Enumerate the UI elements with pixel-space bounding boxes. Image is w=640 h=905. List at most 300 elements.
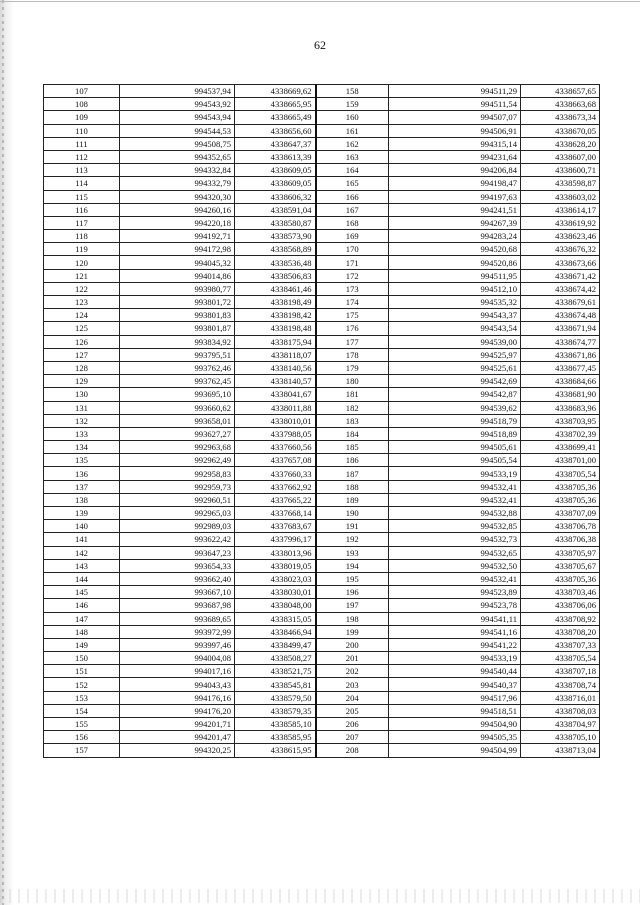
y-coordinate-cell: 4337668,14 — [235, 507, 316, 520]
y-coordinate-cell: 4338676,32 — [521, 243, 600, 256]
table-row — [44, 520, 600, 533]
x-coordinate-cell: 994540,37 — [389, 678, 521, 691]
table-row — [44, 625, 600, 638]
point-number-cell: 155 — [44, 718, 120, 731]
point-number-cell: 136 — [44, 467, 120, 480]
point-number-cell: 148 — [44, 625, 120, 638]
y-coordinate-cell: 4337665,22 — [235, 493, 316, 506]
x-coordinate-cell: 994542,87 — [389, 388, 521, 401]
y-coordinate-cell: 4338663,68 — [521, 98, 600, 111]
x-coordinate-cell: 994192,71 — [120, 230, 235, 243]
y-coordinate-cell: 4338499,47 — [235, 638, 316, 651]
x-coordinate-cell: 994520,68 — [389, 243, 521, 256]
point-number-cell: 142 — [44, 546, 120, 559]
point-number-cell: 149 — [44, 638, 120, 651]
y-coordinate-cell: 4338683,96 — [521, 401, 600, 414]
x-coordinate-cell: 993801,72 — [120, 296, 235, 309]
point-number-cell: 196 — [316, 586, 389, 599]
point-number-cell: 157 — [44, 744, 120, 757]
point-number-cell: 199 — [316, 625, 389, 638]
point-number-cell: 139 — [44, 507, 120, 520]
point-number-cell: 107 — [44, 85, 120, 98]
point-number-cell: 198 — [316, 612, 389, 625]
table-row — [44, 203, 600, 216]
point-number-cell: 114 — [44, 177, 120, 190]
y-coordinate-cell: 4338010,01 — [235, 414, 316, 427]
y-coordinate-cell: 4338708,92 — [521, 612, 600, 625]
table-row — [44, 111, 600, 124]
y-coordinate-cell: 4338665,49 — [235, 111, 316, 124]
y-coordinate-cell: 4338607,00 — [521, 150, 600, 163]
table-row — [44, 414, 600, 427]
point-number-cell: 116 — [44, 203, 120, 216]
y-coordinate-cell: 4338702,39 — [521, 427, 600, 440]
x-coordinate-cell: 993980,77 — [120, 282, 235, 295]
x-coordinate-cell: 993834,92 — [120, 335, 235, 348]
x-coordinate-cell: 994518,89 — [389, 427, 521, 440]
x-coordinate-cell: 994518,51 — [389, 704, 521, 717]
x-coordinate-cell: 994505,54 — [389, 454, 521, 467]
y-coordinate-cell: 4338705,67 — [521, 559, 600, 572]
table-row — [44, 190, 600, 203]
table-row — [44, 731, 600, 744]
table-row — [44, 335, 600, 348]
table-row — [44, 572, 600, 585]
x-coordinate-cell: 994511,29 — [389, 85, 521, 98]
top-edge-rule — [0, 1, 640, 2]
x-coordinate-cell: 994511,95 — [389, 269, 521, 282]
x-coordinate-cell: 994504,99 — [389, 744, 521, 757]
x-coordinate-cell: 993667,10 — [120, 586, 235, 599]
page-number: 62 — [314, 38, 326, 52]
y-coordinate-cell: 4338669,62 — [235, 85, 316, 98]
y-coordinate-cell: 4338603,02 — [521, 190, 600, 203]
x-coordinate-cell: 994525,97 — [389, 348, 521, 361]
point-number-cell: 111 — [44, 137, 120, 150]
point-number-cell: 177 — [316, 335, 389, 348]
x-coordinate-cell: 994267,39 — [389, 216, 521, 229]
point-number-cell: 204 — [316, 691, 389, 704]
x-coordinate-cell: 993687,98 — [120, 599, 235, 612]
x-coordinate-cell: 993972,99 — [120, 625, 235, 638]
y-coordinate-cell: 4338041,67 — [235, 388, 316, 401]
point-number-cell: 182 — [316, 401, 389, 414]
table-row — [44, 375, 600, 388]
y-coordinate-cell: 4338585,95 — [235, 731, 316, 744]
x-coordinate-cell: 993795,51 — [120, 348, 235, 361]
table-row — [44, 401, 600, 414]
y-coordinate-cell: 4338681,90 — [521, 388, 600, 401]
point-number-cell: 140 — [44, 520, 120, 533]
y-coordinate-cell: 4338606,32 — [235, 190, 316, 203]
x-coordinate-cell: 992959,73 — [120, 480, 235, 493]
y-coordinate-cell: 4338705,36 — [521, 572, 600, 585]
y-coordinate-cell: 4337996,17 — [235, 533, 316, 546]
table-row — [44, 137, 600, 150]
y-coordinate-cell: 4338707,33 — [521, 638, 600, 651]
y-coordinate-cell: 4338670,05 — [521, 124, 600, 137]
x-coordinate-cell: 993622,42 — [120, 533, 235, 546]
x-coordinate-cell: 992960,51 — [120, 493, 235, 506]
point-number-cell: 145 — [44, 586, 120, 599]
y-coordinate-cell: 4338609,05 — [235, 177, 316, 190]
point-number-cell: 205 — [316, 704, 389, 717]
y-coordinate-cell: 4338674,48 — [521, 309, 600, 322]
y-coordinate-cell: 4338705,10 — [521, 731, 600, 744]
x-coordinate-cell: 994541,11 — [389, 612, 521, 625]
point-number-cell: 123 — [44, 296, 120, 309]
y-coordinate-cell: 4338705,54 — [521, 652, 600, 665]
point-number-cell: 172 — [316, 269, 389, 282]
y-coordinate-cell: 4338665,95 — [235, 98, 316, 111]
x-coordinate-cell: 994283,24 — [389, 230, 521, 243]
table-row — [44, 441, 600, 454]
point-number-cell: 191 — [316, 520, 389, 533]
x-coordinate-cell: 994260,16 — [120, 203, 235, 216]
y-coordinate-cell: 4338705,36 — [521, 493, 600, 506]
x-coordinate-cell: 994541,16 — [389, 625, 521, 638]
coordinates-table — [43, 84, 600, 758]
y-coordinate-cell: 4338673,66 — [521, 256, 600, 269]
y-coordinate-cell: 4338674,42 — [521, 282, 600, 295]
table-row — [44, 243, 600, 256]
y-coordinate-cell: 4338198,42 — [235, 309, 316, 322]
x-coordinate-cell: 994332,79 — [120, 177, 235, 190]
y-coordinate-cell: 4338118,07 — [235, 348, 316, 361]
point-number-cell: 181 — [316, 388, 389, 401]
y-coordinate-cell: 4338671,86 — [521, 348, 600, 361]
point-number-cell: 158 — [316, 85, 389, 98]
point-number-cell: 120 — [44, 256, 120, 269]
y-coordinate-cell: 4338707,09 — [521, 507, 600, 520]
y-coordinate-cell: 4338706,78 — [521, 520, 600, 533]
point-number-cell: 187 — [316, 467, 389, 480]
point-number-cell: 180 — [316, 375, 389, 388]
x-coordinate-cell: 994505,35 — [389, 731, 521, 744]
point-number-cell: 133 — [44, 427, 120, 440]
y-coordinate-cell: 4338647,37 — [235, 137, 316, 150]
point-number-cell: 189 — [316, 493, 389, 506]
point-number-cell: 200 — [316, 638, 389, 651]
point-number-cell: 144 — [44, 572, 120, 585]
y-coordinate-cell: 4337660,33 — [235, 467, 316, 480]
point-number-cell: 126 — [44, 335, 120, 348]
table-row — [44, 691, 600, 704]
y-coordinate-cell: 4338615,95 — [235, 744, 316, 757]
y-coordinate-cell: 4338585,10 — [235, 718, 316, 731]
table-row — [44, 256, 600, 269]
scan-bottom-noise — [0, 889, 640, 903]
point-number-cell: 197 — [316, 599, 389, 612]
x-coordinate-cell: 994352,65 — [120, 150, 235, 163]
table-row — [44, 269, 600, 282]
x-coordinate-cell: 994506,91 — [389, 124, 521, 137]
x-coordinate-cell: 994198,47 — [389, 177, 521, 190]
point-number-cell: 147 — [44, 612, 120, 625]
table-row — [44, 348, 600, 361]
point-number-cell: 175 — [316, 309, 389, 322]
x-coordinate-cell: 992989,03 — [120, 520, 235, 533]
point-number-cell: 192 — [316, 533, 389, 546]
x-coordinate-cell: 994014,86 — [120, 269, 235, 282]
point-number-cell: 179 — [316, 361, 389, 374]
y-coordinate-cell: 4338706,06 — [521, 599, 600, 612]
y-coordinate-cell: 4338506,83 — [235, 269, 316, 282]
point-number-cell: 173 — [316, 282, 389, 295]
point-number-cell: 125 — [44, 322, 120, 335]
y-coordinate-cell: 4338671,94 — [521, 322, 600, 335]
point-number-cell: 113 — [44, 164, 120, 177]
x-coordinate-cell: 993658,01 — [120, 414, 235, 427]
point-number-cell: 174 — [316, 296, 389, 309]
y-coordinate-cell: 4338573,90 — [235, 230, 316, 243]
y-coordinate-cell: 4338609,05 — [235, 164, 316, 177]
table-row — [44, 296, 600, 309]
x-coordinate-cell: 994520,86 — [389, 256, 521, 269]
x-coordinate-cell: 993762,45 — [120, 375, 235, 388]
y-coordinate-cell: 4338684,66 — [521, 375, 600, 388]
table-row — [44, 612, 600, 625]
point-number-cell: 202 — [316, 665, 389, 678]
table-row — [44, 164, 600, 177]
y-coordinate-cell: 4337683,67 — [235, 520, 316, 533]
x-coordinate-cell: 994543,92 — [120, 98, 235, 111]
y-coordinate-cell: 4338013,96 — [235, 546, 316, 559]
point-number-cell: 178 — [316, 348, 389, 361]
x-coordinate-cell: 994043,43 — [120, 678, 235, 691]
x-coordinate-cell: 994533,19 — [389, 467, 521, 480]
point-number-cell: 112 — [44, 150, 120, 163]
table-row — [44, 216, 600, 229]
x-coordinate-cell: 994537,94 — [120, 85, 235, 98]
x-coordinate-cell: 994206,84 — [389, 164, 521, 177]
table-row — [44, 718, 600, 731]
y-coordinate-cell: 4338019,05 — [235, 559, 316, 572]
point-number-cell: 208 — [316, 744, 389, 757]
x-coordinate-cell: 994512,10 — [389, 282, 521, 295]
x-coordinate-cell: 993801,87 — [120, 322, 235, 335]
point-number-cell: 176 — [316, 322, 389, 335]
table-row — [44, 665, 600, 678]
x-coordinate-cell: 994176,16 — [120, 691, 235, 704]
table-row — [44, 533, 600, 546]
y-coordinate-cell: 4338705,97 — [521, 546, 600, 559]
table-row — [44, 493, 600, 506]
point-number-cell: 184 — [316, 427, 389, 440]
point-number-cell: 203 — [316, 678, 389, 691]
y-coordinate-cell: 4338315,05 — [235, 612, 316, 625]
point-number-cell: 118 — [44, 230, 120, 243]
point-number-cell: 190 — [316, 507, 389, 520]
y-coordinate-cell: 4338657,65 — [521, 85, 600, 98]
x-coordinate-cell: 994532,41 — [389, 480, 521, 493]
x-coordinate-cell: 994231,64 — [389, 150, 521, 163]
scan-edge-shadow — [0, 0, 14, 905]
point-number-cell: 206 — [316, 718, 389, 731]
table-row — [44, 559, 600, 572]
y-coordinate-cell: 4338705,36 — [521, 480, 600, 493]
y-coordinate-cell: 4338600,71 — [521, 164, 600, 177]
x-coordinate-cell: 994532,65 — [389, 546, 521, 559]
x-coordinate-cell: 994518,79 — [389, 414, 521, 427]
table-row — [44, 388, 600, 401]
point-number-cell: 141 — [44, 533, 120, 546]
x-coordinate-cell: 994197,63 — [389, 190, 521, 203]
y-coordinate-cell: 4338628,20 — [521, 137, 600, 150]
y-coordinate-cell: 4338623,46 — [521, 230, 600, 243]
x-coordinate-cell: 994539,00 — [389, 335, 521, 348]
point-number-cell: 186 — [316, 454, 389, 467]
x-coordinate-cell: 993627,27 — [120, 427, 235, 440]
point-number-cell: 127 — [44, 348, 120, 361]
y-coordinate-cell: 4338591,04 — [235, 203, 316, 216]
x-coordinate-cell: 994504,90 — [389, 718, 521, 731]
y-coordinate-cell: 4338704,97 — [521, 718, 600, 731]
table-row — [44, 98, 600, 111]
x-coordinate-cell: 994017,16 — [120, 665, 235, 678]
x-coordinate-cell: 994525,61 — [389, 361, 521, 374]
table-row — [44, 427, 600, 440]
y-coordinate-cell: 4337662,92 — [235, 480, 316, 493]
point-number-cell: 167 — [316, 203, 389, 216]
point-number-cell: 188 — [316, 480, 389, 493]
point-number-cell: 110 — [44, 124, 120, 137]
x-coordinate-cell: 994045,32 — [120, 256, 235, 269]
point-number-cell: 183 — [316, 414, 389, 427]
x-coordinate-cell: 994315,14 — [389, 137, 521, 150]
table-row — [44, 85, 600, 98]
y-coordinate-cell: 4338030,01 — [235, 586, 316, 599]
y-coordinate-cell: 4338619,92 — [521, 216, 600, 229]
y-coordinate-cell: 4338466,94 — [235, 625, 316, 638]
x-coordinate-cell: 993647,23 — [120, 546, 235, 559]
x-coordinate-cell: 994544,53 — [120, 124, 235, 137]
x-coordinate-cell: 994535,32 — [389, 296, 521, 309]
y-coordinate-cell: 4338674,77 — [521, 335, 600, 348]
table-row — [44, 652, 600, 665]
point-number-cell: 143 — [44, 559, 120, 572]
point-number-cell: 135 — [44, 454, 120, 467]
table-row — [44, 586, 600, 599]
y-coordinate-cell: 4338023,03 — [235, 572, 316, 585]
y-coordinate-cell: 4338521,75 — [235, 665, 316, 678]
x-coordinate-cell: 994004,08 — [120, 652, 235, 665]
x-coordinate-cell: 993654,33 — [120, 559, 235, 572]
y-coordinate-cell: 4337660,56 — [235, 441, 316, 454]
point-number-cell: 160 — [316, 111, 389, 124]
point-number-cell: 131 — [44, 401, 120, 414]
table-row — [44, 467, 600, 480]
point-number-cell: 108 — [44, 98, 120, 111]
x-coordinate-cell: 994320,30 — [120, 190, 235, 203]
x-coordinate-cell: 994320,25 — [120, 744, 235, 757]
point-number-cell: 185 — [316, 441, 389, 454]
point-number-cell: 168 — [316, 216, 389, 229]
y-coordinate-cell: 4338536,48 — [235, 256, 316, 269]
table-row — [44, 480, 600, 493]
y-coordinate-cell: 4338613,39 — [235, 150, 316, 163]
y-coordinate-cell: 4338707,18 — [521, 665, 600, 678]
x-coordinate-cell: 993662,40 — [120, 572, 235, 585]
y-coordinate-cell: 4337988,05 — [235, 427, 316, 440]
point-number-cell: 138 — [44, 493, 120, 506]
x-coordinate-cell: 994533,19 — [389, 652, 521, 665]
point-number-cell: 207 — [316, 731, 389, 744]
table-row — [44, 282, 600, 295]
table-row — [44, 361, 600, 374]
x-coordinate-cell: 994523,89 — [389, 586, 521, 599]
point-number-cell: 146 — [44, 599, 120, 612]
y-coordinate-cell: 4338656,60 — [235, 124, 316, 137]
table-row — [44, 454, 600, 467]
x-coordinate-cell: 994532,50 — [389, 559, 521, 572]
y-coordinate-cell: 4338175,94 — [235, 335, 316, 348]
table-row — [44, 599, 600, 612]
y-coordinate-cell: 4338699,41 — [521, 441, 600, 454]
x-coordinate-cell: 994201,47 — [120, 731, 235, 744]
point-number-cell: 169 — [316, 230, 389, 243]
y-coordinate-cell: 4338140,56 — [235, 361, 316, 374]
x-coordinate-cell: 993660,62 — [120, 401, 235, 414]
point-number-cell: 109 — [44, 111, 120, 124]
point-number-cell: 128 — [44, 361, 120, 374]
x-coordinate-cell: 993801,83 — [120, 309, 235, 322]
y-coordinate-cell: 4338706,38 — [521, 533, 600, 546]
y-coordinate-cell: 4338673,34 — [521, 111, 600, 124]
table-row — [44, 678, 600, 691]
y-coordinate-cell: 4338713,04 — [521, 744, 600, 757]
y-coordinate-cell: 4338701,00 — [521, 454, 600, 467]
point-number-cell: 152 — [44, 678, 120, 691]
x-coordinate-cell: 993997,46 — [120, 638, 235, 651]
point-number-cell: 159 — [316, 98, 389, 111]
y-coordinate-cell: 4338705,54 — [521, 467, 600, 480]
point-number-cell: 154 — [44, 704, 120, 717]
point-number-cell: 161 — [316, 124, 389, 137]
point-number-cell: 130 — [44, 388, 120, 401]
x-coordinate-cell: 994532,85 — [389, 520, 521, 533]
point-number-cell: 194 — [316, 559, 389, 572]
y-coordinate-cell: 4338461,46 — [235, 282, 316, 295]
x-coordinate-cell: 994532,41 — [389, 572, 521, 585]
x-coordinate-cell: 992963,68 — [120, 441, 235, 454]
x-coordinate-cell: 992965,03 — [120, 507, 235, 520]
point-number-cell: 165 — [316, 177, 389, 190]
point-number-cell: 162 — [316, 137, 389, 150]
y-coordinate-cell: 4338508,27 — [235, 652, 316, 665]
coordinates-table-body — [44, 85, 600, 758]
table-row — [44, 309, 600, 322]
point-number-cell: 164 — [316, 164, 389, 177]
point-number-cell: 151 — [44, 665, 120, 678]
point-number-cell: 170 — [316, 243, 389, 256]
point-number-cell: 122 — [44, 282, 120, 295]
x-coordinate-cell: 994539,62 — [389, 401, 521, 414]
point-number-cell: 129 — [44, 375, 120, 388]
point-number-cell: 150 — [44, 652, 120, 665]
x-coordinate-cell: 994517,96 — [389, 691, 521, 704]
x-coordinate-cell: 994332,84 — [120, 164, 235, 177]
y-coordinate-cell: 4338580,87 — [235, 216, 316, 229]
y-coordinate-cell: 4338579,50 — [235, 691, 316, 704]
x-coordinate-cell: 994241,51 — [389, 203, 521, 216]
x-coordinate-cell: 992958,83 — [120, 467, 235, 480]
point-number-cell: 134 — [44, 441, 120, 454]
table-row — [44, 507, 600, 520]
x-coordinate-cell: 993689,65 — [120, 612, 235, 625]
y-coordinate-cell: 4338708,03 — [521, 704, 600, 717]
x-coordinate-cell: 994505,61 — [389, 441, 521, 454]
